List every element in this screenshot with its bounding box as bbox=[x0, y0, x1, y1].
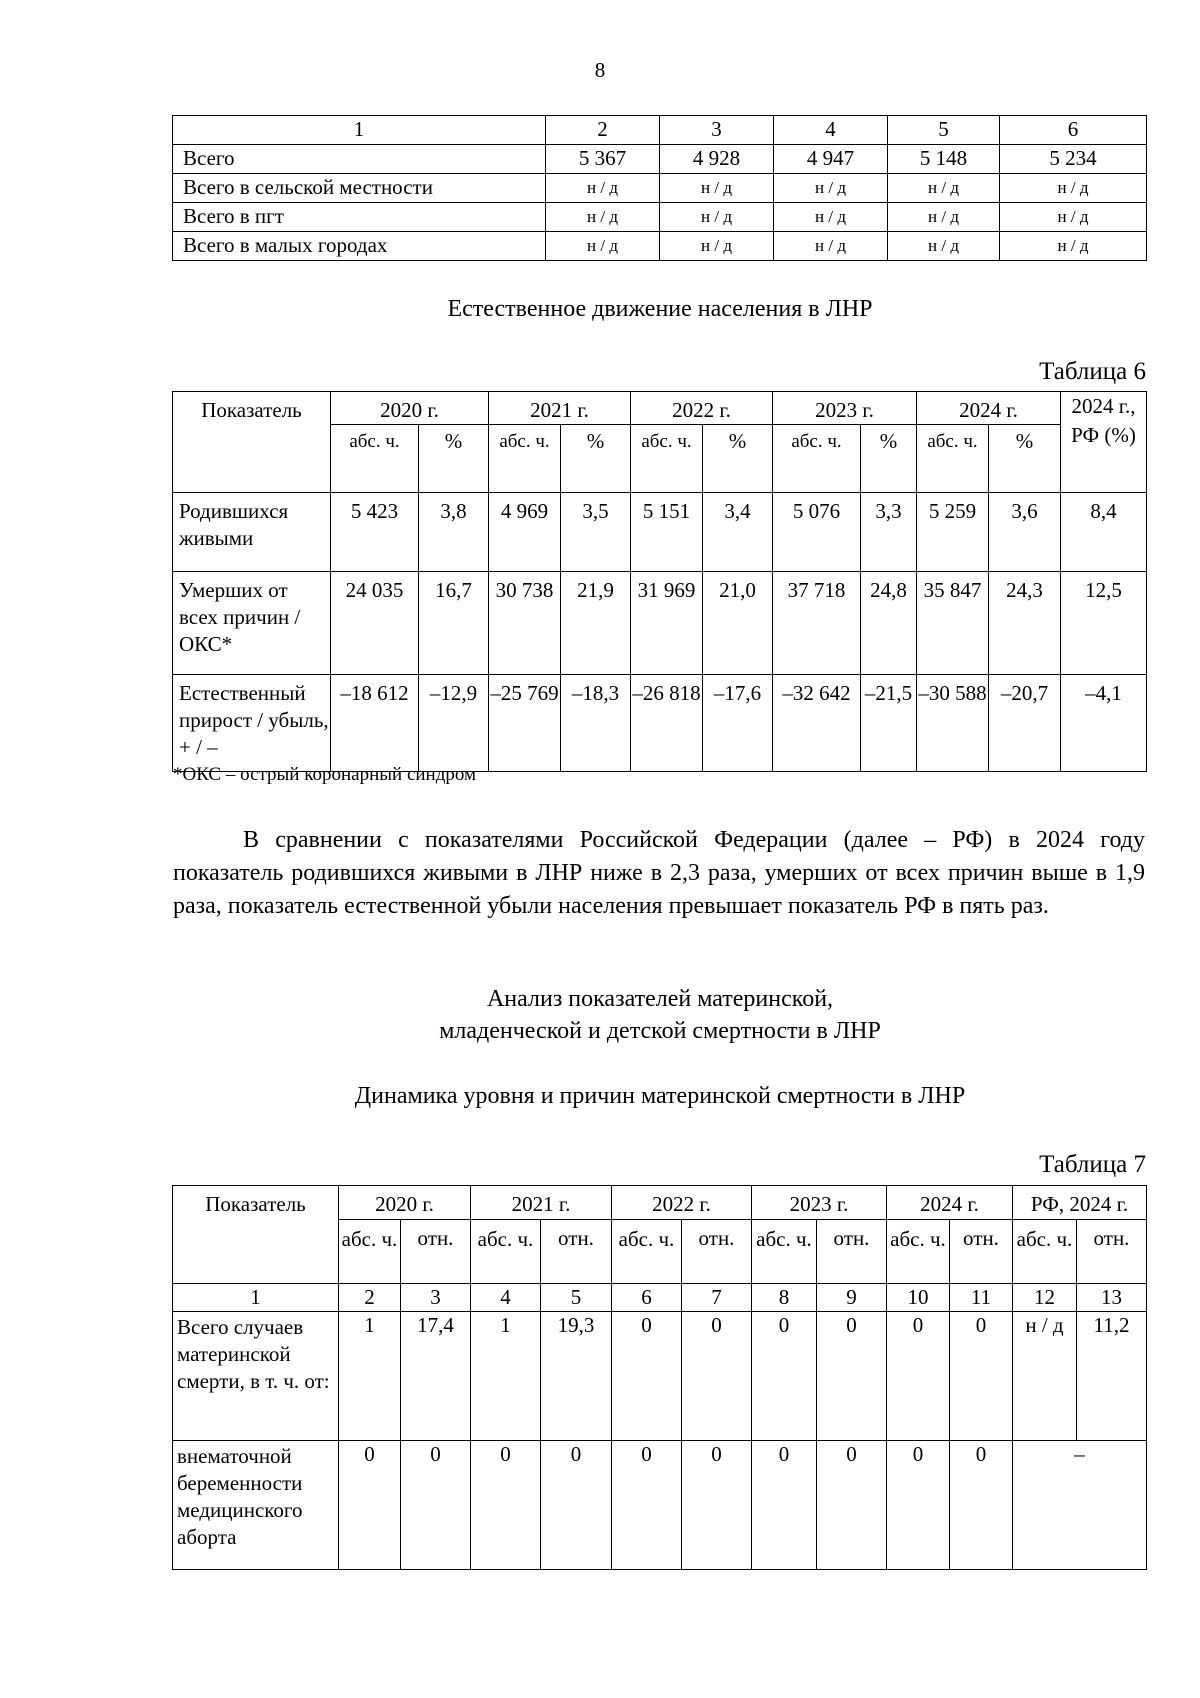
row-label: Всего случаев материнской смерти, в т. ч. от: bbox=[173, 1312, 339, 1441]
row-label: Всего bbox=[173, 145, 546, 174]
section-title-natural-movement: Естественное движение населения в ЛНР bbox=[447, 296, 873, 322]
row-label: Умерших от всех причин / ОКС* bbox=[173, 572, 331, 675]
cell: 0 bbox=[682, 1312, 752, 1441]
sub-header-abs: абс. ч. bbox=[489, 425, 561, 493]
header-cell: 5 bbox=[888, 116, 1000, 145]
col-number: 4 bbox=[471, 1284, 541, 1312]
cell: 5 234 bbox=[1000, 145, 1147, 174]
sub-header-rel: отн. bbox=[682, 1220, 752, 1284]
year-header: 2024 г. bbox=[917, 392, 1061, 425]
cell: 0 bbox=[817, 1441, 887, 1570]
cell: 5 076 bbox=[773, 493, 861, 572]
year-header: 2024 г. bbox=[887, 1186, 1013, 1220]
header-cell: 2 bbox=[546, 116, 660, 145]
cell: н / д bbox=[1000, 203, 1147, 232]
cell: 17,4 bbox=[401, 1312, 471, 1441]
column-number-row bbox=[173, 1284, 1147, 1312]
cell: 4 928 bbox=[660, 145, 774, 174]
sub-header-abs: абс. ч. bbox=[773, 425, 861, 493]
year-header: 2022 г. bbox=[631, 392, 773, 425]
cell: 1 bbox=[471, 1312, 541, 1441]
cell: 5 148 bbox=[888, 145, 1000, 174]
cell: 35 847 bbox=[917, 572, 989, 675]
table-row bbox=[173, 174, 1147, 203]
cell: н / д bbox=[888, 174, 1000, 203]
row-label: Всего в малых городах bbox=[173, 232, 546, 261]
cell: 0 bbox=[612, 1441, 682, 1570]
sub-header-pct: % bbox=[989, 425, 1061, 493]
cell: –4,1 bbox=[1061, 675, 1147, 772]
cell: н / д bbox=[660, 203, 774, 232]
table-header-row bbox=[173, 116, 1147, 145]
col-number: 5 bbox=[541, 1284, 612, 1312]
row-label: Естественный прирост / убыль, + / – bbox=[173, 675, 331, 772]
table-row bbox=[173, 203, 1147, 232]
col-number: 12 bbox=[1013, 1284, 1077, 1312]
cell: 30 738 bbox=[489, 572, 561, 675]
cell: –21,5 bbox=[861, 675, 917, 772]
row-label: Всего в пгт bbox=[173, 203, 546, 232]
sub-header-abs: абс. ч. bbox=[631, 425, 703, 493]
table-row bbox=[173, 572, 1147, 675]
cell: 12,5 bbox=[1061, 572, 1147, 675]
cell: 37 718 bbox=[773, 572, 861, 675]
cell: 24,3 bbox=[989, 572, 1061, 675]
sub-header-abs: абс. ч. bbox=[752, 1220, 817, 1284]
sub-header-rel: отн. bbox=[817, 1220, 887, 1284]
table-7-number: Таблица 7 bbox=[1039, 1151, 1146, 1178]
sub-header-abs: абс. ч. bbox=[339, 1220, 401, 1284]
cell: н / д bbox=[546, 174, 660, 203]
table-row bbox=[173, 1441, 1147, 1570]
col-number: 6 bbox=[612, 1284, 682, 1312]
cell: 0 bbox=[401, 1441, 471, 1570]
footnote: *ОКС – острый коронарный синдром bbox=[173, 764, 477, 785]
sub-header-abs: абс. ч. bbox=[331, 425, 419, 493]
sub-header-abs: абс. ч. bbox=[471, 1220, 541, 1284]
table-row bbox=[173, 145, 1147, 174]
table-6 bbox=[172, 391, 1147, 772]
cell: 5 423 bbox=[331, 493, 419, 572]
row-label: внематочной беременности медицинского аборта bbox=[173, 1441, 339, 1570]
cell: –30 588 bbox=[917, 675, 989, 772]
col-number: 8 bbox=[752, 1284, 817, 1312]
year-header: 2020 г. bbox=[331, 392, 489, 425]
cell: 24 035 bbox=[331, 572, 419, 675]
row-label: Всего в сельской местности bbox=[173, 174, 546, 203]
col-number: 10 bbox=[887, 1284, 950, 1312]
cell: 5 259 bbox=[917, 493, 989, 572]
year-header: 2021 г. bbox=[489, 392, 631, 425]
cell: н / д bbox=[888, 232, 1000, 261]
cell: н / д bbox=[546, 203, 660, 232]
table-7 bbox=[172, 1185, 1147, 1570]
year-header: 2023 г. bbox=[752, 1186, 887, 1220]
sub-header-pct: % bbox=[561, 425, 631, 493]
cell: 1 bbox=[339, 1312, 401, 1441]
cell: н / д bbox=[774, 174, 888, 203]
body-paragraph: В сравнении с показателями Российской Федерации (далее – РФ) в 2024 году показатель родившихся живыми в ЛНР ниже в 2,3 раза, умерших от всех причин выше в 1,9 раза, показатель естественной убыли населения превышает показатель РФ в пять раз. bbox=[173, 827, 1145, 919]
section-title-analysis-line1: Анализ показателей материнской, bbox=[486, 986, 834, 1012]
sub-header-pct: % bbox=[703, 425, 773, 493]
sub-header-abs: абс. ч. bbox=[612, 1220, 682, 1284]
cell: 21,9 bbox=[561, 572, 631, 675]
cell: 5 367 bbox=[546, 145, 660, 174]
sub-header-abs: абс. ч. bbox=[917, 425, 989, 493]
cell: 0 bbox=[950, 1441, 1013, 1570]
sub-header-abs: абс. ч. bbox=[887, 1220, 950, 1284]
sub-header-rel: отн. bbox=[950, 1220, 1013, 1284]
cell: н / д bbox=[774, 203, 888, 232]
cell: –18,3 bbox=[561, 675, 631, 772]
cell: 3,4 bbox=[703, 493, 773, 572]
table-row bbox=[173, 493, 1147, 572]
sub-header-rel: отн. bbox=[1077, 1220, 1147, 1284]
cell: 0 bbox=[752, 1312, 817, 1441]
cell: –18 612 bbox=[331, 675, 419, 772]
cell: –17,6 bbox=[703, 675, 773, 772]
cell: 3,5 bbox=[561, 493, 631, 572]
col-number: 2 bbox=[339, 1284, 401, 1312]
section-title-maternal-mortality: Динамика уровня и причин материнской смертности в ЛНР bbox=[354, 1083, 966, 1109]
cell: 0 bbox=[339, 1441, 401, 1570]
cell: 0 bbox=[541, 1441, 612, 1570]
continued-table bbox=[172, 115, 1147, 261]
sub-header-rel: отн. bbox=[541, 1220, 612, 1284]
cell: н / д bbox=[1000, 174, 1147, 203]
cell-rf: – bbox=[1013, 1441, 1147, 1570]
cell: –32 642 bbox=[773, 675, 861, 772]
table-6-number: Таблица 6 bbox=[1039, 358, 1146, 385]
table-row bbox=[173, 232, 1147, 261]
year-header: 2022 г. bbox=[612, 1186, 752, 1220]
row-label: Родившихся живыми bbox=[173, 493, 331, 572]
col-number: 7 bbox=[682, 1284, 752, 1312]
cell: 16,7 bbox=[419, 572, 489, 675]
header-cell: 3 bbox=[660, 116, 774, 145]
cell: н / д bbox=[1000, 232, 1147, 261]
col-number: 11 bbox=[950, 1284, 1013, 1312]
col-number: 3 bbox=[401, 1284, 471, 1312]
year-header: РФ, 2024 г. bbox=[1013, 1186, 1147, 1220]
table-row bbox=[173, 1312, 1147, 1441]
cell: 21,0 bbox=[703, 572, 773, 675]
section-title-analysis-line2: младенческой и детской смертности в ЛНР bbox=[439, 1018, 881, 1044]
cell: 4 969 bbox=[489, 493, 561, 572]
cell: 11,2 bbox=[1077, 1312, 1147, 1441]
table-header-row bbox=[173, 1186, 1147, 1220]
cell: 3,8 bbox=[419, 493, 489, 572]
cell: н / д bbox=[774, 232, 888, 261]
rf-header: 2024 г., РФ (%) bbox=[1061, 392, 1147, 493]
table-row bbox=[173, 675, 1147, 772]
sub-header-pct: % bbox=[419, 425, 489, 493]
header-indicator: Показатель bbox=[173, 1186, 339, 1284]
cell: 31 969 bbox=[631, 572, 703, 675]
cell: н / д bbox=[660, 232, 774, 261]
year-header: 2020 г. bbox=[339, 1186, 471, 1220]
cell: –12,9 bbox=[419, 675, 489, 772]
col-number: 13 bbox=[1077, 1284, 1147, 1312]
col-number: 9 bbox=[817, 1284, 887, 1312]
cell: 0 bbox=[752, 1441, 817, 1570]
cell: 0 bbox=[817, 1312, 887, 1441]
cell: н / д bbox=[1013, 1312, 1077, 1441]
header-cell: 6 bbox=[1000, 116, 1147, 145]
cell: 0 bbox=[950, 1312, 1013, 1441]
cell: 4 947 bbox=[774, 145, 888, 174]
header-cell: 4 bbox=[774, 116, 888, 145]
sub-header-abs: абс. ч. bbox=[1013, 1220, 1077, 1284]
cell: 3,3 bbox=[861, 493, 917, 572]
cell: 0 bbox=[612, 1312, 682, 1441]
cell: 5 151 bbox=[631, 493, 703, 572]
sub-header-rel: отн. bbox=[401, 1220, 471, 1284]
header-indicator: Показатель bbox=[173, 392, 331, 493]
table-header-row bbox=[173, 392, 1147, 425]
cell: –26 818 bbox=[631, 675, 703, 772]
header-cell: 1 bbox=[173, 116, 546, 145]
cell: 0 bbox=[682, 1441, 752, 1570]
cell: 19,3 bbox=[541, 1312, 612, 1441]
cell: 3,6 bbox=[989, 493, 1061, 572]
cell: 0 bbox=[887, 1441, 950, 1570]
cell: 0 bbox=[471, 1441, 541, 1570]
page-number: 8 bbox=[594, 58, 606, 82]
cell: н / д bbox=[546, 232, 660, 261]
year-header: 2023 г. bbox=[773, 392, 917, 425]
col-number: 1 bbox=[173, 1284, 339, 1312]
cell: 0 bbox=[887, 1312, 950, 1441]
cell: 8,4 bbox=[1061, 493, 1147, 572]
cell: н / д bbox=[660, 174, 774, 203]
cell: н / д bbox=[888, 203, 1000, 232]
cell: 24,8 bbox=[861, 572, 917, 675]
cell: –20,7 bbox=[989, 675, 1061, 772]
sub-header-pct: % bbox=[861, 425, 917, 493]
year-header: 2021 г. bbox=[471, 1186, 612, 1220]
cell: –25 769 bbox=[489, 675, 561, 772]
